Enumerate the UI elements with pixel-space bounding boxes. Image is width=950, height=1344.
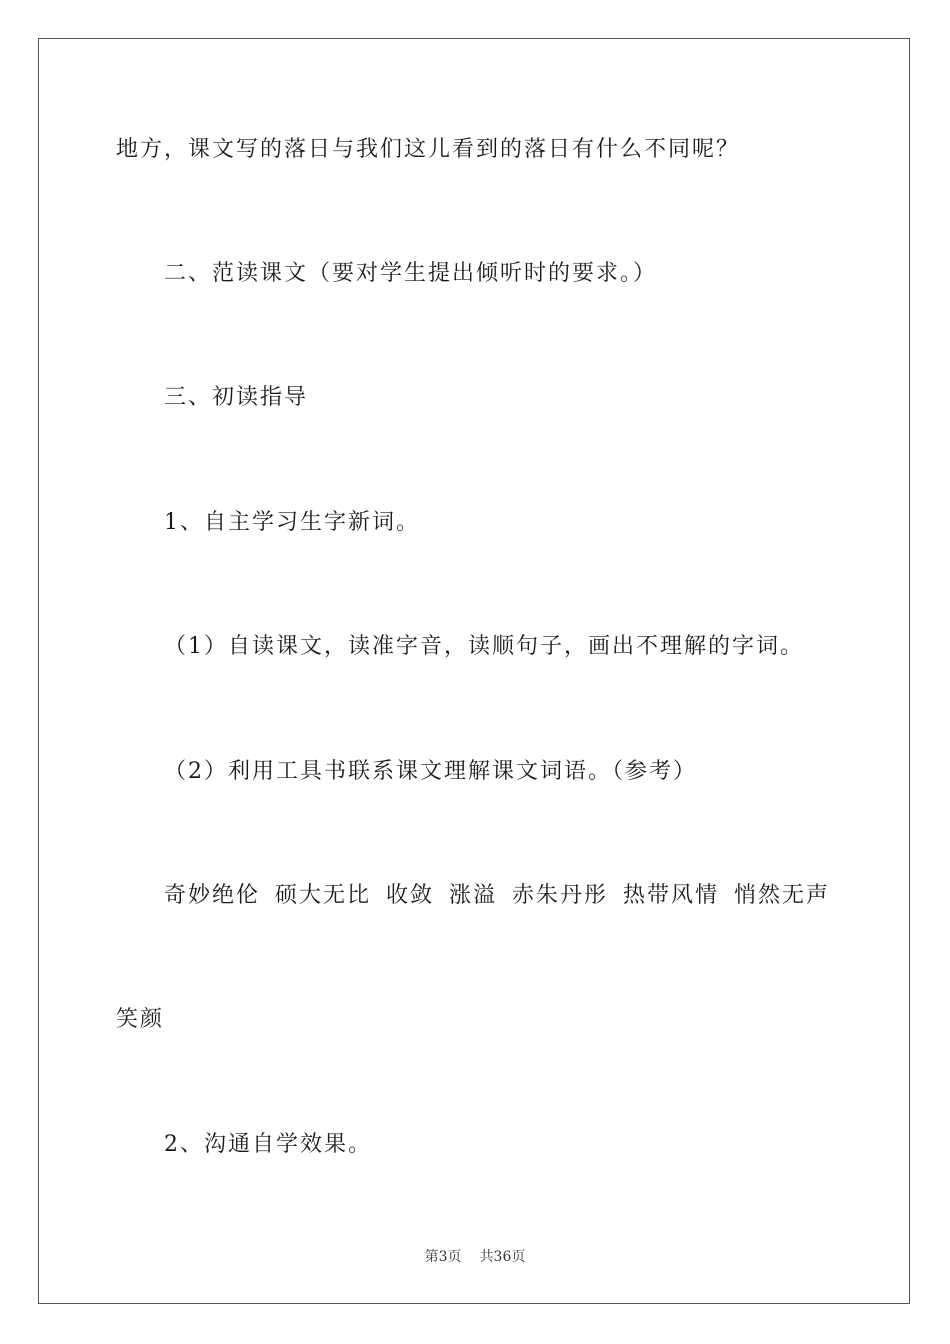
vocabulary-line-continued: 笑颜: [116, 1007, 165, 1032]
subsection-heading: 2、沟通自学效果。: [164, 1132, 372, 1157]
body-text-line: 地方，课文写的落日与我们这儿看到的落日有什么不同呢？: [116, 137, 741, 162]
subsection-heading: 1、自主学习生字新词。: [164, 510, 420, 535]
page-total: 共36页: [479, 1249, 526, 1265]
vocabulary-line: 奇妙绝伦 硕大无比 收敛 涨溢 赤朱丹彤 热带风情 悄然无声: [164, 883, 830, 908]
section-heading: 三、初读指导: [164, 385, 309, 410]
list-item: （1）自读课文，读准字音，读顺句子，画出不理解的字词。: [164, 634, 804, 659]
page-number: 第3页: [424, 1249, 462, 1265]
section-heading: 二、范读课文（要对学生提出倾听时的要求。）: [164, 261, 658, 286]
page-border: [38, 38, 910, 1304]
page-footer: [0, 1248, 950, 1266]
list-item: （2）利用工具书联系课文理解课文词语。（参考）: [164, 759, 697, 784]
